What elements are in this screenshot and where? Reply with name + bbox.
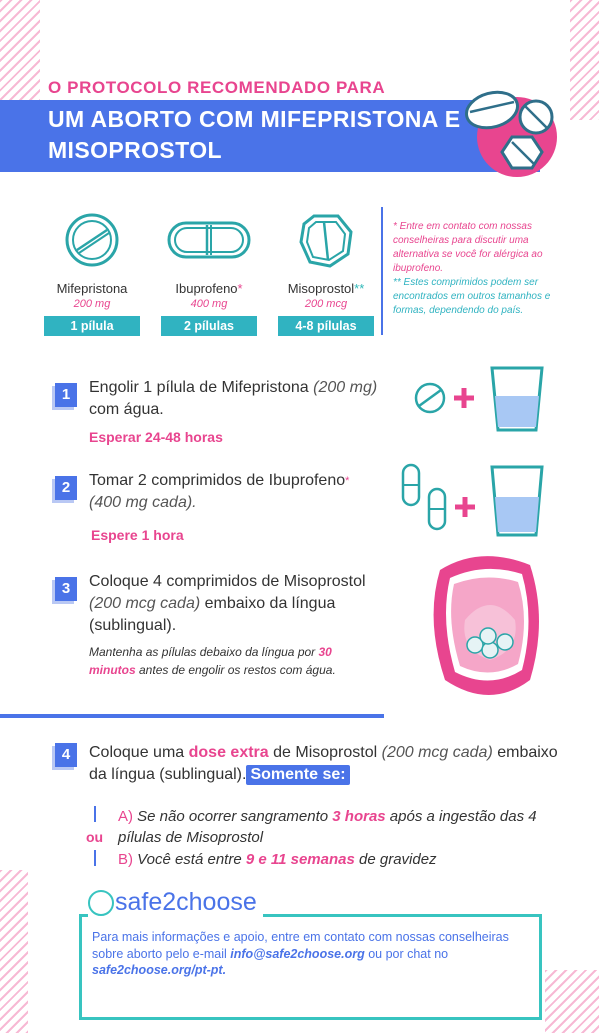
capsules-plus-water-icon [395, 455, 560, 545]
footnotes [393, 220, 568, 318]
step-1-number: 1 [55, 383, 77, 407]
header-subtitle: O PROTOCOLO RECOMENDADO PARA [48, 78, 386, 97]
round-pill-icon [37, 205, 147, 275]
pill-mifepristona [37, 205, 147, 336]
step-4-text: Coloque uma dose extra de Misoprostol (200 mcg cada) embaixo da língua (sublingual). Somente se: [89, 744, 558, 783]
pill-dose: 200 mcg [304, 298, 348, 310]
option-b: B) Você está entre 9 e 11 semanas de gravidez [118, 851, 437, 868]
capsule-pill-icon [154, 205, 264, 275]
mouth-with-pills-icon [420, 550, 550, 705]
pill-plus-water-icon [410, 360, 560, 440]
step-4-number: 4 [55, 743, 77, 767]
pill-mark: * [237, 281, 243, 296]
header-pills-icon [462, 82, 562, 177]
decorative-hatch-bottom-left [0, 870, 28, 1033]
logo-mark-icon [88, 890, 114, 916]
step-3-number: 3 [55, 577, 77, 601]
pill-count: 1 pílula [44, 316, 140, 336]
step-2-wait: Espere 1 hora [91, 527, 184, 543]
safe2choose-logo: safe2choose [88, 888, 263, 917]
pill-mark: ** [354, 281, 365, 296]
pill-misoprostol [271, 205, 381, 336]
pill-name: Ibuprofeno [175, 281, 238, 296]
only-if-badge: Somente se: [246, 765, 349, 785]
step-3-note: Mantenha as pílulas debaixo da língua por 30 minutos antes de engolir os restos com água. [89, 645, 336, 677]
pill-dose: 200 mg [73, 298, 111, 310]
pill-count: 2 pílulas [161, 316, 257, 336]
option-a: A) Se não ocorrer sangramento 3 horas após a ingestão das 4 pílulas de Misoprostol [118, 808, 537, 846]
pill-name: Mifepristona [56, 281, 128, 296]
hexagon-pill-icon [271, 205, 381, 275]
decorative-hatch-bottom-right [545, 970, 599, 1033]
step-2-number: 2 [55, 476, 77, 500]
footnote-pill-shapes: ** Estes comprimidos podem ser encontrados em outros tamanhos e formas, dependendo do país. [393, 277, 551, 316]
step-1-wait: Esperar 24-48 horas [89, 429, 223, 445]
pill-name: Misoprostol [287, 281, 355, 296]
contact-email-link[interactable]: info@safe2choose.org [230, 946, 365, 961]
step-3-text: Coloque 4 comprimidos de Misoprostol (200 mcg cada) embaixo da língua (sublingual). [89, 573, 366, 634]
step-1-text: Engolir 1 pílula de Mifepristona (200 mg) com água. [89, 379, 378, 418]
step-2-text: Tomar 2 comprimidos de Ibuprofeno* (400 mg cada). [89, 472, 350, 511]
footnote-ibuprofen: * Entre em contato com nossas conselheiras para discutir uma alternativa se você for alérgica ao ibuprofeno. [393, 221, 543, 274]
note-divider [381, 207, 383, 335]
contact-chat-link[interactable]: safe2choose.org/pt-pt. [92, 963, 227, 977]
page-title: UM ABORTO COM MIFEPRISTONA E MISOPROSTOL [48, 106, 461, 163]
contact-text: Para mais informações e apoio, entre em contato com nossas conselheiras sobre aborto pelo e-mail info@safe2choose.org ou por chat no safe2choose.org/pt-pt. [92, 930, 509, 977]
option-b-bar [94, 850, 96, 866]
section-divider [0, 714, 384, 718]
or-label: ou [86, 829, 104, 845]
pill-ibuprofeno [154, 205, 264, 336]
decorative-hatch-top-right [570, 0, 599, 120]
pill-count: 4-8 pílulas [278, 316, 374, 336]
pill-dose: 400 mg [190, 298, 228, 310]
option-a-bar [94, 806, 96, 822]
